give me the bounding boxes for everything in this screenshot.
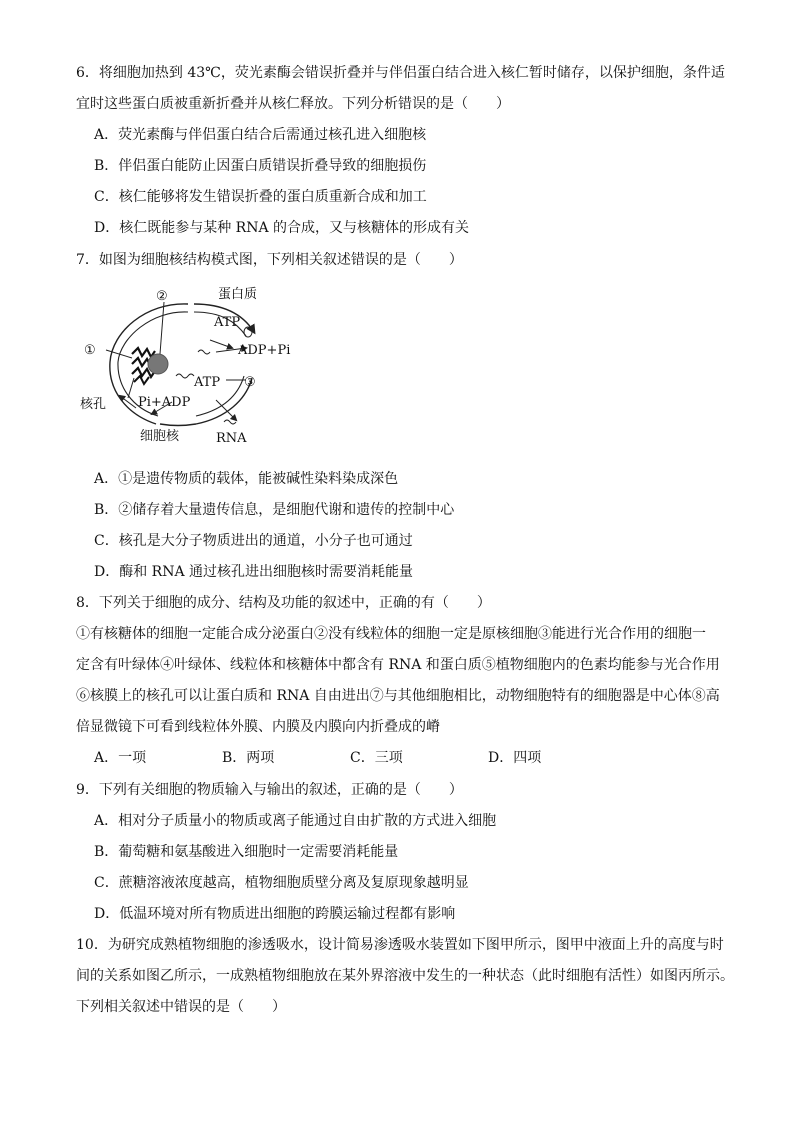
q8-options-row xyxy=(94,748,714,768)
q8-option-a: A．一项 xyxy=(94,750,147,766)
q7-option-a: A．①是遗传物质的载体，能被碱性染料染成深色 xyxy=(94,471,399,487)
q7-option-b: B．②储存着大量遗传信息，是细胞代谢和遗传的控制中心 xyxy=(94,502,455,518)
q8-option-b: B．两项 xyxy=(222,750,275,766)
label-1: ① xyxy=(84,343,96,358)
label-2: ② xyxy=(156,289,168,304)
label-pi-adp: Pi+ADP xyxy=(138,395,191,410)
q9-option-d: D．低温环境对所有物质进出细胞的跨膜运输过程都有影响 xyxy=(94,906,456,922)
q6-option-a: A．荧光素酶与伴侣蛋白结合后需通过核孔进入细胞核 xyxy=(94,127,427,143)
q8-stem: 8．下列关于细胞的成分、结构及功能的叙述中，正确的有（ ） xyxy=(76,595,491,611)
q6-option-b: B．伴侣蛋白能防止因蛋白质错误折叠导致的细胞损伤 xyxy=(94,158,427,174)
label-adp-pi: ADP+Pi xyxy=(238,343,291,358)
q6-stem-line-1: 6．将细胞加热到 43℃，荧光素酶会错误折叠并与伴侣蛋白结合进入核仁暂时储存，以保护细胞，条件适 xyxy=(76,65,725,81)
nucleus-structure-figure xyxy=(76,282,316,448)
q6-option-d: D．核仁既能参与某种 RNA 的合成，又与核糖体的形成有关 xyxy=(94,220,470,236)
q8-option-c: C．三项 xyxy=(350,750,403,766)
label-protein: 蛋白质 xyxy=(218,287,258,302)
q7-option-d: D．酶和 RNA 通过核孔进出细胞核时需要消耗能量 xyxy=(94,564,414,580)
q7-stem: 7．如图为细胞核结构模式图，下列相关叙述错误的是（ ） xyxy=(76,252,463,268)
q9-option-c: C．蔗糖溶液浓度越高，植物细胞质壁分离及复原现象越明显 xyxy=(94,875,469,891)
q8-body-line-3: ⑥核膜上的核孔可以让蛋白质和 RNA 自由进出⑦与其他细胞相比，动物细胞特有的细胞器是中心体⑧高 xyxy=(76,688,720,704)
label-3: ③ xyxy=(244,375,256,390)
q8-body-line-2: 定含有叶绿体④叶绿体、线粒体和核糖体中都含有 RNA 和蛋白质⑤植物细胞内的色素均能参与光合作用 xyxy=(76,657,720,673)
q10-line-3: 下列相关叙述中错误的是（ ） xyxy=(76,999,286,1015)
nucleolus-shape xyxy=(148,354,168,374)
q9-stem: 9．下列有关细胞的物质输入与输出的叙述，正确的是（ ） xyxy=(76,782,463,798)
label-nucleus: 细胞核 xyxy=(140,429,180,444)
q7-option-c: C．核孔是大分子物质进出的通道，小分子也可通过 xyxy=(94,533,413,549)
label-atp-mid: ATP xyxy=(194,375,221,390)
q9-option-b: B．葡萄糖和氨基酸进入细胞时一定需要消耗能量 xyxy=(94,844,399,860)
label-nuclear-pore: 核孔 xyxy=(80,397,107,412)
q6-stem-line-2: 宜时这些蛋白质被重新折叠并从核仁释放。下列分析错误的是（ ） xyxy=(76,96,510,112)
q10-line-2: 间的关系如图乙所示，一成熟植物细胞放在某外界溶液中发生的一种状态（此时细胞有活性）如图丙所示。 xyxy=(76,968,734,984)
q6-option-c: C．核仁能够将发生错误折叠的蛋白质重新合成和加工 xyxy=(94,189,427,205)
q8-body-line-1: ①有核糖体的细胞一定能合成分泌蛋白②没有线粒体的细胞一定是原核细胞③能进行光合作用的细胞一 xyxy=(76,626,706,642)
q8-body-line-4: 倍显微镜下可看到线粒体外膜、内膜及内膜向内折叠成的嵴 xyxy=(76,719,440,735)
q10-line-1: 10．为研究成熟植物细胞的渗透吸水，设计简易渗透吸水装置如下图甲所示，图甲中液面上升的高度与时 xyxy=(76,937,724,953)
label-atp-top: ATP xyxy=(214,315,241,330)
label-rna: RNA xyxy=(216,431,247,446)
q8-option-d: D．四项 xyxy=(488,750,542,766)
q9-option-a: A．相对分子质量小的物质或离子能通过自由扩散的方式进入细胞 xyxy=(94,813,497,829)
